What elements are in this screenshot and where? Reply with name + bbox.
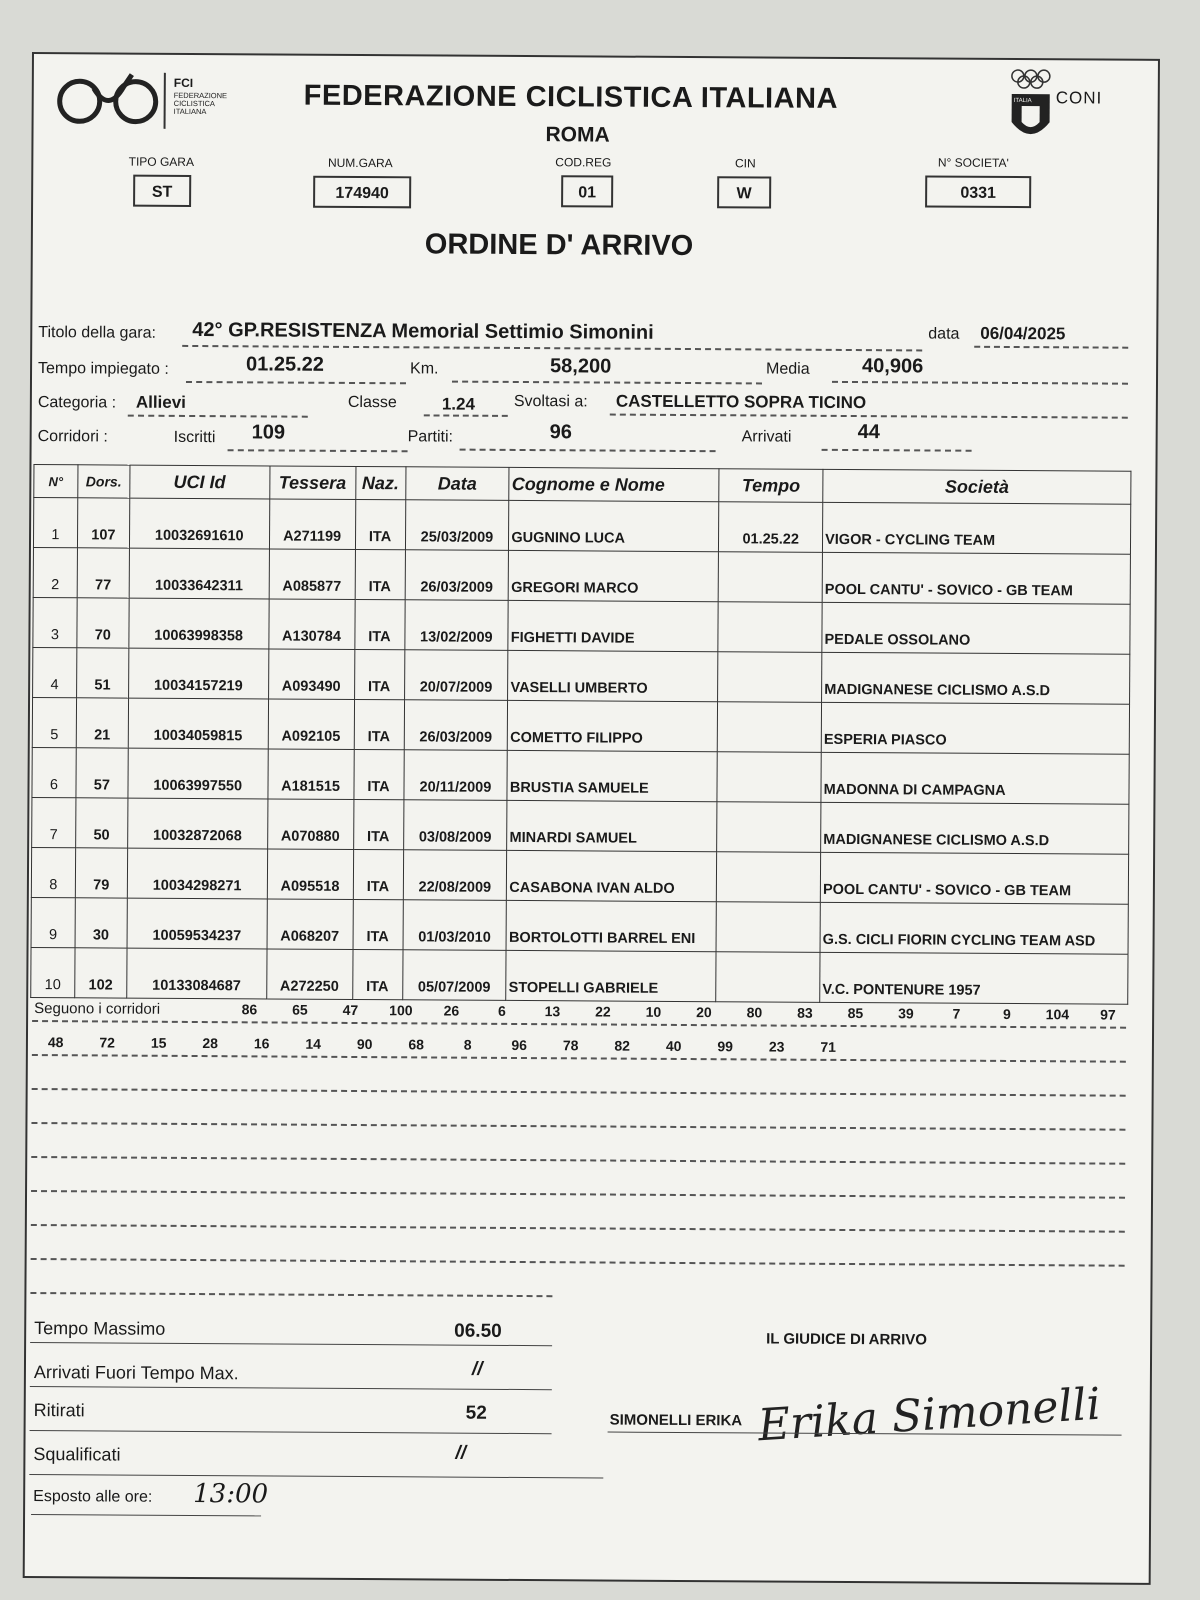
dotted-line <box>974 346 1128 349</box>
uci-id: 10032691610 <box>129 498 269 549</box>
rider-name: GREGORI MARCO <box>509 550 719 601</box>
dotted-line <box>31 1156 1125 1165</box>
dotted-line <box>128 415 308 418</box>
bib-number: 107 <box>77 498 129 548</box>
follower-bib: 22 <box>595 1003 611 1020</box>
uci-id: 10033642311 <box>129 548 269 599</box>
row-number: 9 <box>31 898 75 948</box>
tipo-gara-label: TIPO GARA <box>128 154 195 169</box>
rule-line <box>30 1386 552 1390</box>
bib-number: 77 <box>77 548 129 598</box>
judge-name: SIMONELLI ERIKA <box>609 1411 743 1430</box>
uci-id: 10034298271 <box>127 848 267 899</box>
rider-name: STOPELLI GABRIELE <box>506 950 716 1001</box>
follower-bib: 39 <box>898 1005 914 1022</box>
row-number: 4 <box>33 648 77 698</box>
table-row <box>32 798 1129 855</box>
bib-number: 102 <box>75 948 127 998</box>
dotted-line <box>31 1122 1125 1131</box>
table-row <box>33 548 1130 605</box>
col-header-dors: Dors. <box>78 465 130 498</box>
team-name: VIGOR - CYCLING TEAM <box>823 502 1131 554</box>
col-header-data: Data <box>405 467 509 501</box>
nationality: ITA <box>354 649 404 699</box>
uci-id: 10034059815 <box>128 698 268 749</box>
registered-label: Iscritti <box>173 428 216 447</box>
follower-bib: 99 <box>717 1038 734 1055</box>
race-date: 06/04/2025 <box>980 323 1066 344</box>
dotted-line <box>182 345 922 352</box>
race-venue: CASTELLETTO SOPRA TICINO <box>615 391 867 413</box>
avg-label: Media <box>766 360 810 378</box>
nationality: ITA <box>353 899 403 949</box>
out-of-time-value: // <box>471 1358 483 1380</box>
team-name: ESPERIA PIASCO <box>821 702 1129 754</box>
follower-bib: 86 <box>241 1001 258 1018</box>
race-km: 58,200 <box>550 355 612 378</box>
finish-time <box>717 752 821 803</box>
arrived-count: 44 <box>857 421 881 444</box>
finish-time <box>716 952 820 1003</box>
fci-full-line: ITALIANA <box>173 106 207 117</box>
birth-date: 01/03/2010 <box>403 900 507 951</box>
nationality: ITA <box>353 749 403 799</box>
follower-bib: 97 <box>1100 1006 1116 1023</box>
table-row <box>31 898 1128 955</box>
km-label: Km. <box>410 360 439 378</box>
birth-date: 26/03/2009 <box>405 550 509 601</box>
birth-date: 20/11/2009 <box>403 750 507 801</box>
license-number: A085877 <box>269 549 355 600</box>
follower-bib: 7 <box>952 1005 961 1022</box>
row-number: 3 <box>33 598 77 648</box>
judge-title: IL GIUDICE DI ARRIVO <box>766 1330 928 1349</box>
dotted-line <box>186 381 406 384</box>
rule-line <box>30 1430 552 1434</box>
results-sheet <box>23 52 1160 1585</box>
finish-time <box>718 652 822 703</box>
table-row <box>31 848 1128 905</box>
bib-number: 70 <box>77 598 129 648</box>
dotted-line <box>31 1224 1125 1233</box>
race-category: Allievi <box>135 392 187 412</box>
max-time-label: Tempo Massimo <box>34 1318 166 1339</box>
societa-num-box: 0331 <box>925 175 1031 208</box>
table-row <box>32 698 1129 755</box>
bib-number: 57 <box>76 748 128 798</box>
started-count: 96 <box>549 421 573 444</box>
follower-bib: 65 <box>292 1001 308 1018</box>
follower-bib: 15 <box>150 1034 167 1051</box>
race-title: 42° GP.RESISTENZA Memorial Settimio Simonini <box>192 318 654 344</box>
coni-label: CONI <box>1055 88 1103 108</box>
dotted-line <box>32 1088 1126 1097</box>
birth-date: 26/03/2009 <box>404 700 508 751</box>
finish-time <box>716 902 820 953</box>
finish-time <box>718 602 822 653</box>
disqualified-value: // <box>455 1442 467 1464</box>
row-number: 1 <box>33 498 77 548</box>
dotted-line <box>460 449 716 453</box>
row-number: 8 <box>31 848 75 898</box>
finish-time: 01.25.22 <box>719 502 823 553</box>
follower-bib: 83 <box>797 1004 813 1021</box>
col-header-n: N° <box>34 465 78 498</box>
follower-bib: 90 <box>356 1036 373 1053</box>
retired-label: Ritirati <box>33 1400 85 1421</box>
follower-bib: 100 <box>389 1002 413 1019</box>
table-row <box>32 748 1129 805</box>
uci-id: 10059534237 <box>127 898 267 949</box>
row-number: 5 <box>32 698 76 748</box>
follower-bib: 96 <box>511 1036 528 1054</box>
uci-id: 10063998358 <box>129 598 269 649</box>
follower-bib: 8 <box>463 1036 472 1053</box>
follower-bib: 71 <box>820 1038 837 1055</box>
federation-title: FEDERAZIONE CICLISTICA ITALIANA <box>303 79 839 115</box>
license-number: A070880 <box>267 799 353 850</box>
rider-name: CASABONA IVAN ALDO <box>507 850 717 901</box>
venue-label: Svoltasi a: <box>513 392 588 411</box>
dotted-line <box>228 449 408 452</box>
num-gara-box: 174940 <box>313 176 411 209</box>
team-name: G.S. CICLI FIORIN CYCLING TEAM ASD <box>820 902 1128 954</box>
team-name: MADIGNANESE CICLISMO A.S.D <box>822 652 1130 704</box>
table-row <box>33 598 1130 655</box>
bib-number: 50 <box>76 798 128 848</box>
dotted-line <box>452 381 762 385</box>
rider-name: MINARDI SAMUEL <box>507 800 717 851</box>
birth-date: 22/08/2009 <box>403 850 507 901</box>
race-class: 1.24 <box>441 394 476 414</box>
license-number: A092105 <box>268 699 354 750</box>
posted-time: 13:00 <box>193 1479 269 1510</box>
fci-full-line: CICLISTICA <box>173 98 215 109</box>
rule-line <box>31 1514 261 1516</box>
rider-name: VASELLI UMBERTO <box>508 650 718 701</box>
class-label: Classe <box>347 393 397 412</box>
follower-bib: 20 <box>696 1004 712 1021</box>
disqualified-label: Squalificati <box>33 1444 121 1465</box>
follower-bib: 14 <box>305 1035 322 1052</box>
started-label: Partiti: <box>407 428 454 446</box>
dotted-line <box>822 449 972 452</box>
table-row <box>33 498 1130 555</box>
table-row <box>33 648 1130 705</box>
fci-logo-icon <box>54 68 164 129</box>
finish-time <box>717 852 821 903</box>
birth-date: 05/07/2009 <box>402 950 506 1001</box>
row-number: 10 <box>31 948 75 998</box>
uci-id: 10032872068 <box>127 798 267 849</box>
dotted-line <box>424 414 508 417</box>
finish-time <box>718 552 822 603</box>
team-name: V.C. PONTENURE 1957 <box>820 952 1128 1004</box>
nationality: ITA <box>354 599 404 649</box>
col-header-tessera: Tessera <box>269 466 355 500</box>
follower-bib: 9 <box>1002 1005 1011 1022</box>
category-label: Categoria : <box>37 394 117 412</box>
team-name: PEDALE OSSOLANO <box>822 602 1130 654</box>
follower-bib: 82 <box>614 1037 631 1054</box>
finish-time <box>717 802 821 853</box>
team-name: MADIGNANESE CICLISMO A.S.D <box>821 802 1129 854</box>
nationality: ITA <box>352 949 402 999</box>
nationality: ITA <box>353 849 403 899</box>
team-name: POOL CANTU' - SOVICO - GB TEAM <box>822 552 1130 604</box>
bib-number: 30 <box>75 898 127 948</box>
license-number: A181515 <box>268 749 354 800</box>
follower-bib: 40 <box>665 1037 682 1054</box>
follower-bib: 78 <box>562 1037 579 1054</box>
registered-count: 109 <box>251 421 286 444</box>
arrived-label: Arrivati <box>741 428 792 446</box>
num-gara-label: NUM.GARA <box>327 155 393 171</box>
judge-signature: Erika Simonelli <box>756 1378 1103 1452</box>
time-label: Tempo impiegato : <box>38 360 169 378</box>
col-header-uci: UCI Id <box>130 465 270 499</box>
followers-label: Seguono i corridori <box>34 1000 161 1018</box>
license-number: A093490 <box>268 649 354 700</box>
finish-time <box>718 702 822 753</box>
race-time: 01.25.22 <box>246 353 325 376</box>
follower-bib: 80 <box>746 1004 763 1021</box>
city: ROMA <box>545 123 610 147</box>
dotted-line <box>610 414 1128 419</box>
max-time-value: 06.50 <box>454 1320 502 1342</box>
rider-name: GUGNINO LUCA <box>509 500 719 551</box>
dotted-line <box>31 1190 1125 1199</box>
license-number: A272250 <box>266 949 352 1000</box>
tipo-gara-box: ST <box>133 175 191 207</box>
societa-num-label: N° SOCIETA' <box>937 155 1009 170</box>
follower-bib: 104 <box>1045 1006 1070 1023</box>
follower-bib: 23 <box>768 1038 785 1055</box>
cin-box: W <box>717 176 771 208</box>
uci-id: 10034157219 <box>128 648 268 699</box>
dotted-line <box>832 381 1128 385</box>
cod-reg-label: COD.REG <box>555 155 612 170</box>
follower-bib: 68 <box>408 1036 425 1053</box>
fci-wordmark <box>174 77 228 116</box>
license-number: A271199 <box>269 499 355 550</box>
document-title: ORDINE D' ARRIVO <box>424 228 694 263</box>
followers-line-2 <box>30 1034 854 1055</box>
cod-reg-box: 01 <box>561 175 613 207</box>
follower-bib: 6 <box>497 1002 506 1019</box>
row-number: 2 <box>33 548 77 598</box>
follower-bib: 72 <box>99 1034 116 1051</box>
rider-name: BORTOLOTTI BARREL ENI <box>506 900 716 951</box>
nationality: ITA <box>355 549 405 599</box>
row-number: 6 <box>32 748 76 798</box>
logo-divider <box>164 73 166 129</box>
rider-name: BRUSTIA SAMUELE <box>507 750 717 801</box>
followers-line-1 <box>224 1001 1133 1023</box>
bib-number: 51 <box>76 648 128 698</box>
rule-line <box>29 1474 603 1479</box>
bib-number: 21 <box>76 698 128 748</box>
out-of-time-label: Arrivati Fuori Tempo Max. <box>33 1362 239 1384</box>
license-number: A130784 <box>268 599 354 650</box>
col-header-nome: Cognome e Nome <box>509 467 719 501</box>
license-number: A095518 <box>267 849 353 900</box>
col-header-societa: Società <box>823 469 1131 504</box>
col-header-naz: Naz. <box>355 466 405 499</box>
cin-label: CIN <box>734 156 756 171</box>
bib-number: 79 <box>75 848 127 898</box>
dotted-line <box>32 1054 1126 1063</box>
row-number: 7 <box>32 798 76 848</box>
dotted-line <box>30 1292 552 1297</box>
race-avg: 40,906 <box>862 355 924 378</box>
nationality: ITA <box>354 699 404 749</box>
col-header-tempo: Tempo <box>719 469 823 503</box>
follower-bib: 47 <box>342 1001 359 1019</box>
follower-bib: 85 <box>847 1005 864 1022</box>
team-name: MADONNA DI CAMPAGNA <box>821 752 1129 804</box>
results-table <box>30 464 1131 1005</box>
nationality: ITA <box>353 799 403 849</box>
nationality: ITA <box>355 499 405 549</box>
team-name: POOL CANTU' - SOVICO - GB TEAM <box>820 852 1128 904</box>
results-body <box>31 498 1131 1005</box>
uci-id: 10063997550 <box>128 748 268 799</box>
table-row <box>31 948 1128 1005</box>
follower-bib: 26 <box>443 1002 460 1019</box>
coni-italia-text: ITALIA <box>1013 97 1032 105</box>
dotted-line <box>31 1258 1125 1267</box>
race-title-label: Titolo della gara: <box>38 324 157 342</box>
birth-date: 20/07/2009 <box>404 650 508 701</box>
fci-full-line: FEDERAZIONE <box>173 90 228 101</box>
rider-name: COMETTO FILIPPO <box>508 700 718 751</box>
follower-bib: 10 <box>645 1003 662 1020</box>
follower-bib: 13 <box>544 1003 561 1020</box>
retired-value: 52 <box>465 1402 487 1424</box>
birth-date: 03/08/2009 <box>403 800 507 851</box>
fci-abbr: FCI <box>173 75 194 90</box>
rider-name: FIGHETTI DAVIDE <box>508 600 718 651</box>
posted-label: Esposto alle ore: <box>33 1488 153 1506</box>
date-label: data <box>928 325 960 343</box>
birth-date: 13/02/2009 <box>404 600 508 651</box>
uci-id: 10133084687 <box>127 948 267 999</box>
follower-bib: 16 <box>253 1035 270 1052</box>
riders-label: Corridori : <box>37 428 108 446</box>
follower-bib: 48 <box>47 1034 64 1051</box>
follower-bib: 28 <box>202 1035 219 1052</box>
birth-date: 25/03/2009 <box>405 500 509 551</box>
license-number: A068207 <box>267 899 353 950</box>
